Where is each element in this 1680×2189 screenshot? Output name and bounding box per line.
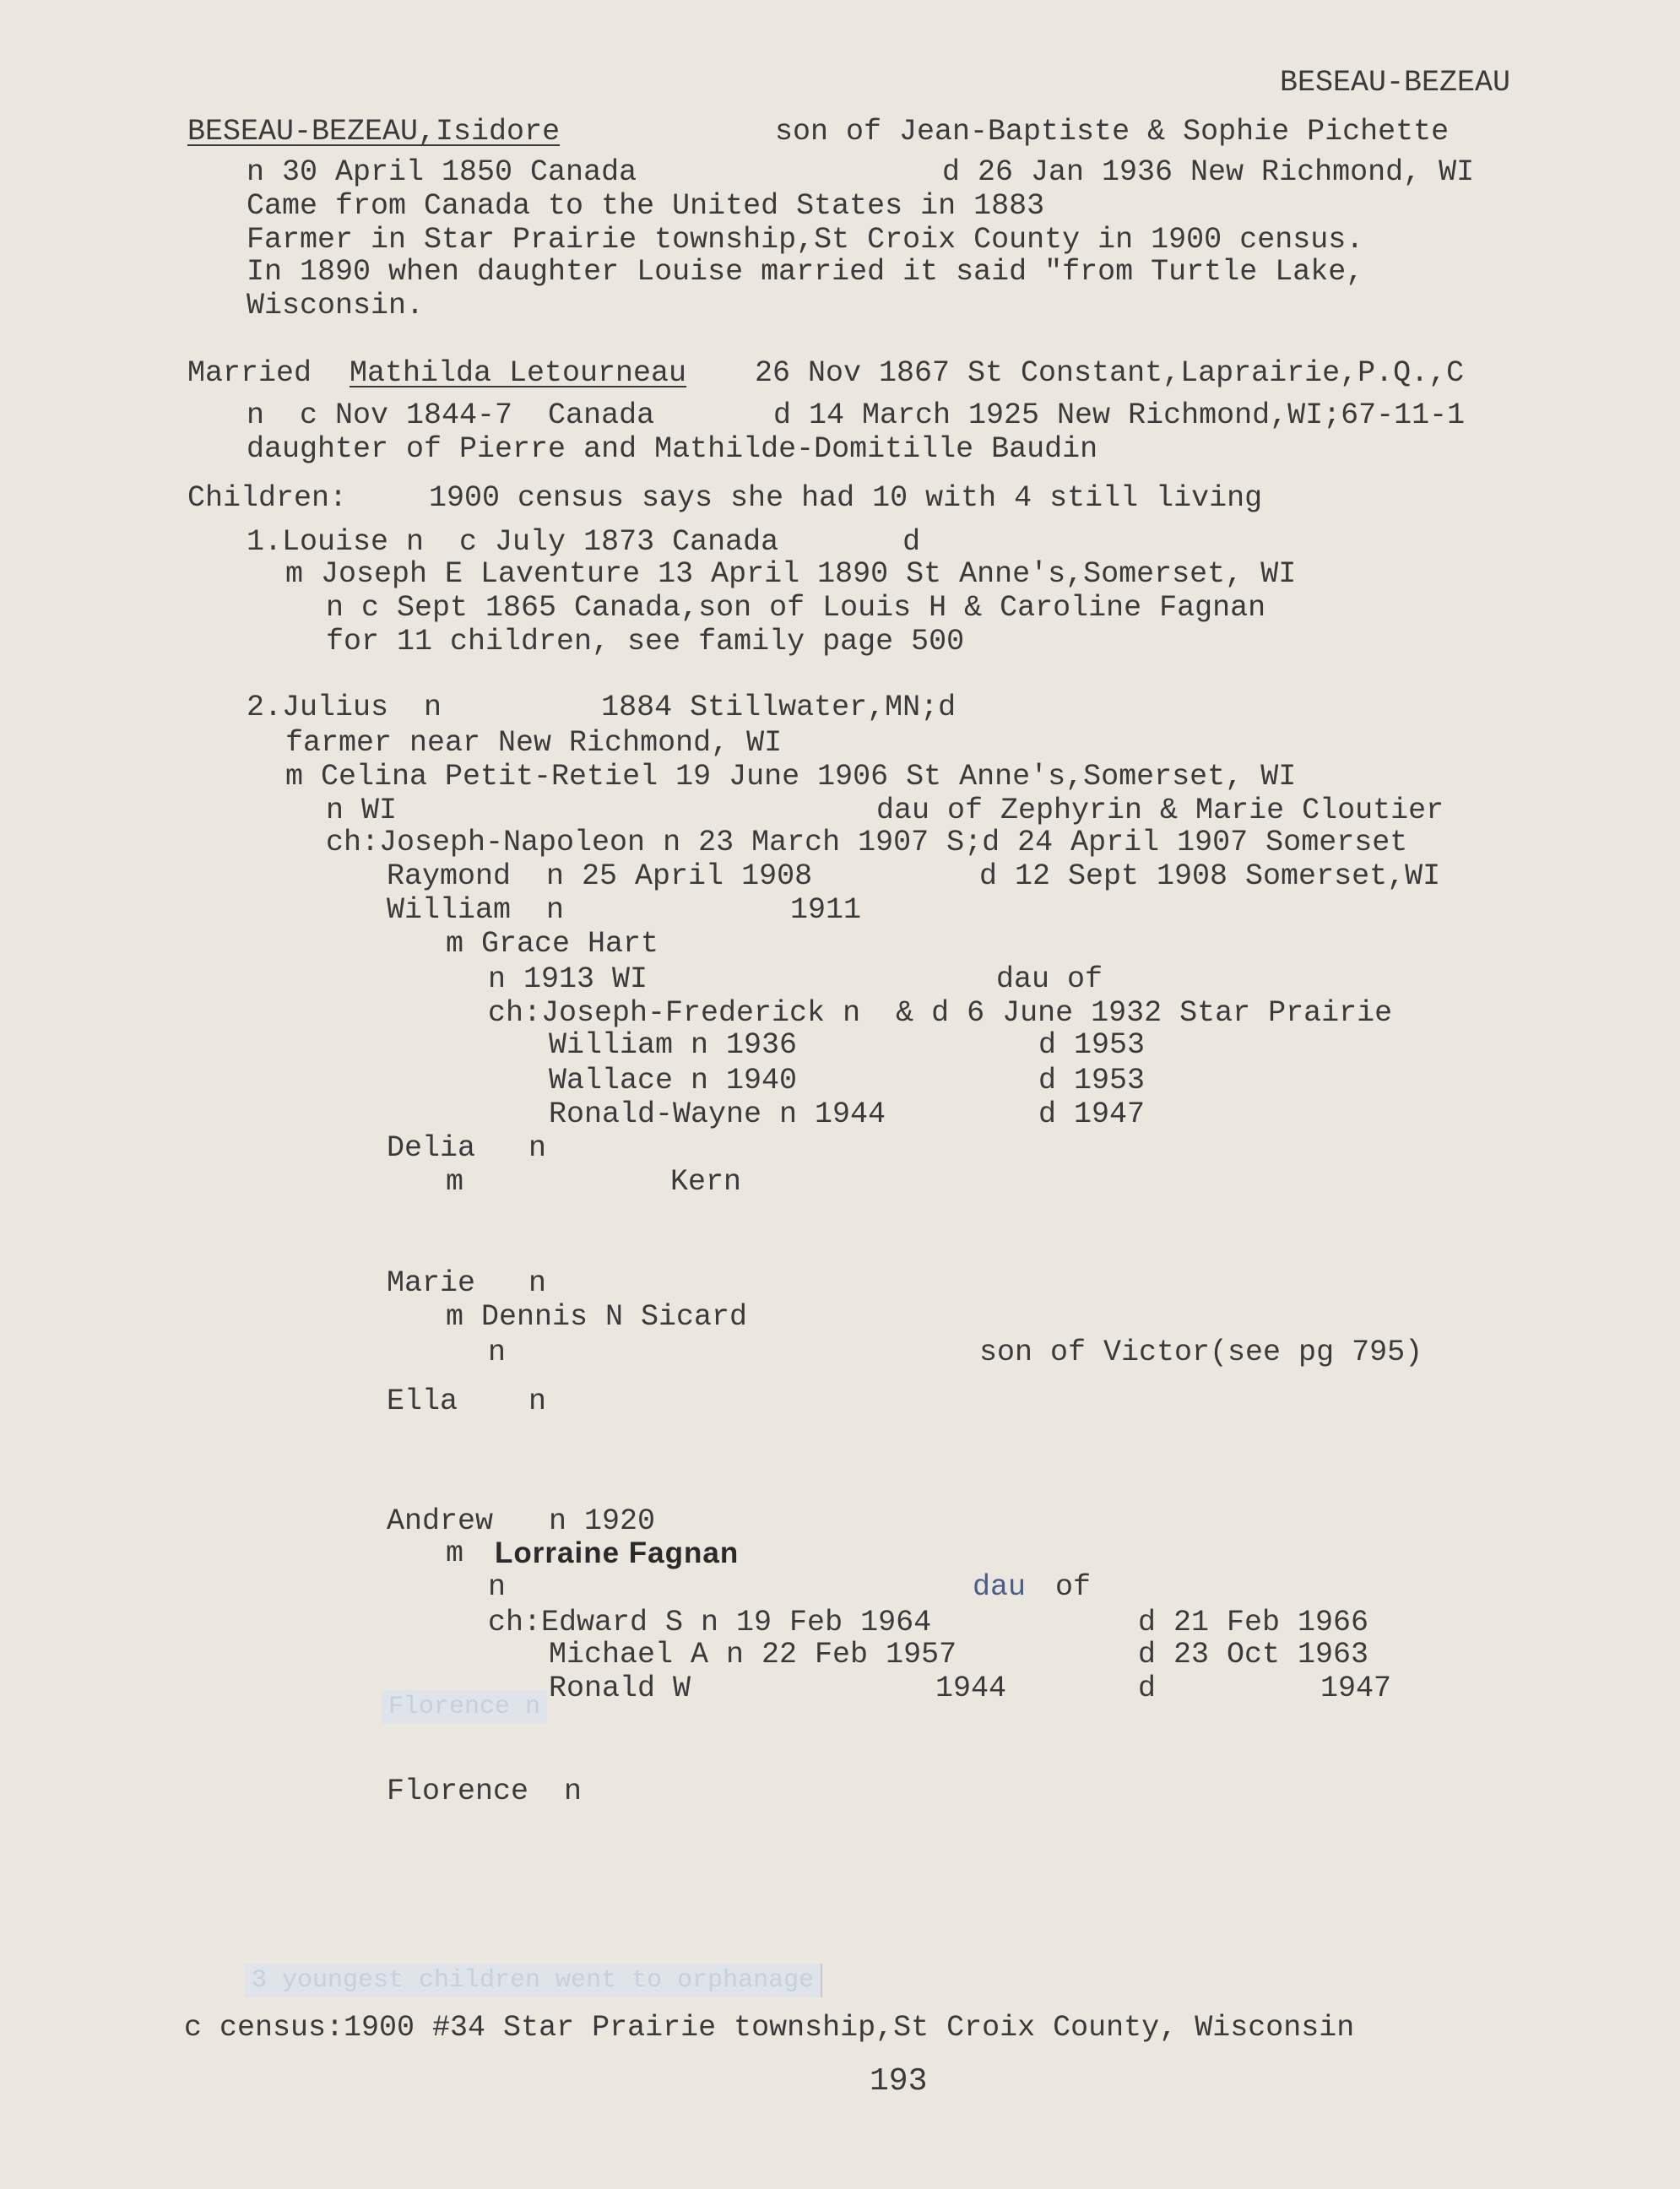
child-julius-spouse-parents: dau of Zephyrin & Marie Cloutier — [876, 794, 1444, 827]
grandchild-andrew-spouse-dau: dau — [973, 1570, 1027, 1604]
grandchild-andrew-spouse-birth: n — [488, 1570, 507, 1604]
person-birth: n 30 April 1850 Canada — [247, 155, 637, 189]
spouse-name: Mathilda Letourneau — [350, 356, 687, 390]
grandchild-joseph-napoleon: ch:Joseph-Napoleon n 23 March 1907 S;d 24 April 1907 Somerset — [326, 826, 1408, 859]
faded-orphanage-note: 3 youngest children went to orphanage — [245, 1964, 822, 1997]
page-number: 193 — [870, 2063, 928, 2100]
grandchild-william-spouse-birth: n 1913 WI — [488, 962, 648, 996]
child-julius-spouse-birth: n WI — [326, 794, 398, 827]
grandchild-delia-marriage: m — [446, 1165, 464, 1199]
person-note: Farmer in Star Prairie township,St Croix County in 1900 census. — [247, 223, 1364, 257]
grandchild-william: William n — [387, 893, 565, 927]
person-parents: son of Jean-Baptiste & Sophie Pichette — [775, 115, 1450, 149]
children-note: 1900 census says she had 10 with 4 still living — [429, 481, 1263, 515]
marriage-details: 26 Nov 1867 St Constant,Laprairie,P.Q.,C — [755, 356, 1465, 390]
child-louise-marriage: m Joseph E Laventure 13 April 1890 St Anne's,Somerset, WI — [285, 557, 1297, 591]
grandchild-raymond-death: d 12 Sept 1908 Somerset,WI — [979, 859, 1441, 893]
grandchild-andrew-spouse: Lorraine Fagnan — [495, 1536, 740, 1569]
great-grandchild-edward-death: d 21 Feb 1966 — [1138, 1606, 1369, 1639]
great-grandchild-wallace-death: d 1953 — [1038, 1064, 1146, 1097]
grandchild-andrew-marriage: m — [446, 1536, 464, 1570]
great-grandchild-ronald-wayne-death: d 1947 — [1038, 1097, 1146, 1131]
grandchild-delia: Delia n — [387, 1131, 547, 1165]
child-louise: 1.Louise n c July 1873 Canada d — [247, 525, 921, 559]
census-footnote: c census:1900 #34 Star Prairie township,St Croix County, Wisconsin — [184, 2011, 1355, 2045]
grandchild-andrew-birth: n 1920 — [549, 1504, 656, 1538]
great-grandchild-ronald: Ronald W — [549, 1672, 691, 1705]
person-death: d 26 Jan 1936 New Richmond, WI — [942, 155, 1475, 189]
grandchild-marie: Marie n — [387, 1266, 547, 1300]
grandchild-william-marriage: m Grace Hart — [446, 927, 659, 961]
faded-correction-tape: Florence n — [382, 1690, 547, 1724]
spouse-parents: daughter of Pierre and Mathilde-Domitille Baudin — [247, 432, 1098, 466]
child-julius-marriage: m Celina Petit-Retiel 19 June 1906 St Anne's,Somerset, WI — [285, 760, 1297, 794]
grandchild-raymond: Raymond n 25 April 1908 — [387, 859, 813, 893]
spouse-birth: n c Nov 1844-7 Canada — [247, 398, 655, 432]
great-grandchild-ronald-birth: 1944 — [935, 1672, 1007, 1705]
great-grandchild-michael: Michael A n 22 Feb 1957 — [549, 1638, 957, 1672]
grandchild-william-year: 1911 — [790, 893, 862, 927]
great-grandchild-michael-death: d 23 Oct 1963 — [1138, 1638, 1369, 1672]
great-grandchild-william-death: d 1953 — [1038, 1028, 1146, 1062]
grandchild-marie-spouse-parents: son of Victor(see pg 795) — [979, 1336, 1423, 1369]
great-grandchild-ronald-wayne: Ronald-Wayne n 1944 — [549, 1097, 886, 1131]
grandchild-william-spouse-parents: dau of — [996, 962, 1103, 996]
grandchild-ella: Ella n — [387, 1384, 547, 1418]
great-grandchild-wallace: Wallace n 1940 — [549, 1064, 798, 1097]
page-header-surname: BESEAU-BEZEAU — [1280, 66, 1511, 100]
grandchild-andrew-spouse-of: of — [1055, 1570, 1092, 1604]
great-grandchild-ronald-death-label: d — [1138, 1672, 1157, 1705]
grandchild-marie-spouse-birth: n — [488, 1336, 507, 1369]
great-grandchild-ronald-death: 1947 — [1320, 1672, 1392, 1705]
child-julius-occupation: farmer near New Richmond, WI — [285, 726, 783, 760]
grandchild-delia-spouse: Kern — [670, 1165, 742, 1199]
great-grandchild-william: William n 1936 — [549, 1028, 798, 1062]
person-note: Wisconsin. — [247, 289, 425, 322]
great-grandchild-edward: ch:Edward S n 19 Feb 1964 — [488, 1606, 932, 1639]
great-grandchild-joseph-frederick: ch:Joseph-Frederick n & d 6 June 1932 Star Prairie — [488, 996, 1393, 1030]
person-note: Came from Canada to the United States in 1883 — [247, 189, 1045, 223]
person-note: In 1890 when daughter Louise married it said "from Turtle Lake, — [247, 255, 1364, 289]
grandchild-marie-marriage: m Dennis N Sicard — [446, 1300, 748, 1334]
person-name: BESEAU-BEZEAU,Isidore — [187, 115, 561, 149]
grandchild-andrew: Andrew — [387, 1504, 494, 1538]
child-julius: 2.Julius n 1884 Stillwater,MN;d — [247, 691, 957, 724]
child-louise-spouse: n c Sept 1865 Canada,son of Louis H & Caroline Fagnan — [326, 591, 1266, 625]
grandchild-florence: Florence n — [387, 1774, 583, 1808]
children-label: Children: — [187, 481, 348, 515]
spouse-death: d 14 March 1925 New Richmond,WI;67-11-1 — [773, 398, 1466, 432]
marriage-prefix: Married — [187, 356, 312, 390]
child-louise-note: for 11 children, see family page 500 — [326, 625, 965, 658]
